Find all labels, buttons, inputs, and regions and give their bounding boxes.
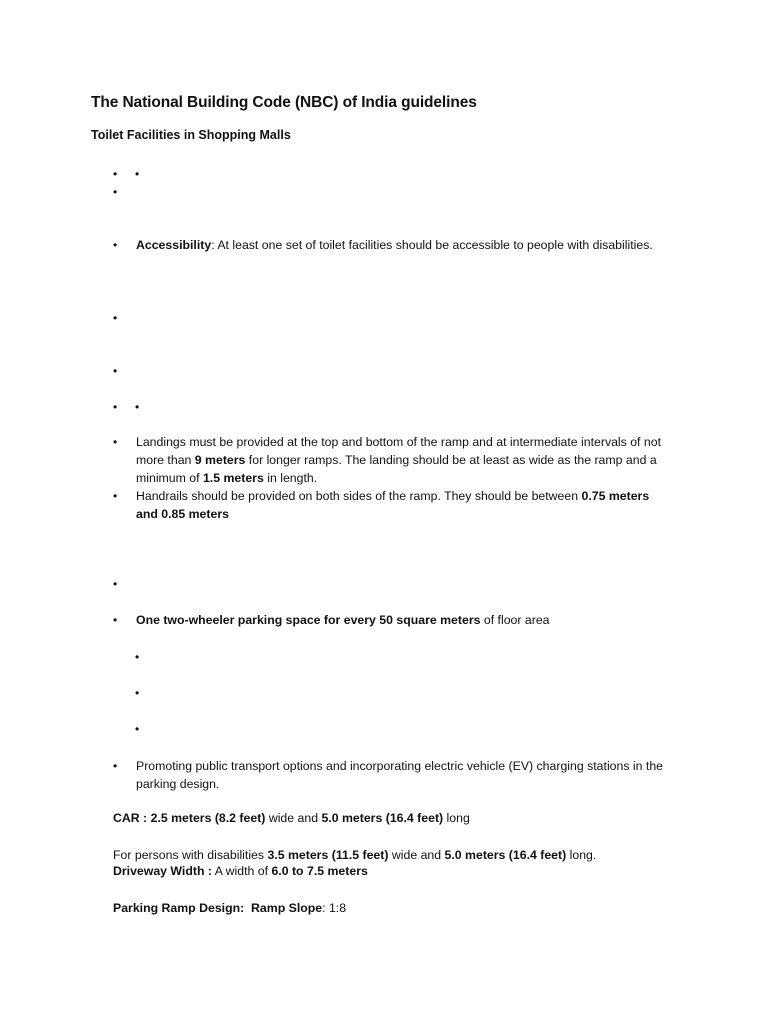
bullet-marker: • bbox=[135, 167, 140, 181]
disabilities-bold-1: 3.5 meters (11.5 feet) bbox=[267, 848, 389, 862]
bullet-marker: • bbox=[113, 311, 118, 325]
section-heading-toilets: Toilet Facilities in Shopping Malls bbox=[91, 128, 291, 142]
bullet-marker: • bbox=[113, 400, 118, 414]
landings-text-2: for longer ramps. The landing should be at least as wide as the ramp and a minimum of bbox=[136, 453, 657, 485]
disabilities-text-3: long. bbox=[566, 848, 597, 862]
list-item-transport: Promoting public transport options and incorporating electric vehicle (EV) charging stations in the parking design. bbox=[136, 759, 663, 791]
handrails-text-1: Handrails should be provided on both sides of the ramp. They should be between bbox=[136, 489, 582, 503]
disabilities-bold-2: 5.0 meters (16.4 feet) bbox=[444, 848, 567, 862]
accessibility-label: Accessibility bbox=[136, 238, 212, 252]
ramp-text-2: : 1:8 bbox=[322, 901, 347, 915]
driveway-bold-2: 6.0 to 7.5 meters bbox=[271, 864, 368, 878]
bullet-marker: • bbox=[113, 185, 118, 199]
bullet-marker: • bbox=[135, 686, 140, 700]
driveway-width bbox=[113, 862, 368, 880]
disabilities-text-1: For persons with disabilities bbox=[113, 848, 268, 862]
bullet-marker: • bbox=[113, 364, 118, 378]
disabilities-text-2: wide and bbox=[388, 848, 445, 862]
bullet-marker: • bbox=[135, 722, 140, 736]
driveway-bold-1: Driveway Width : bbox=[113, 864, 212, 878]
landings-bold-1: 9 meters bbox=[194, 453, 246, 467]
car-text-1: wide and bbox=[265, 811, 322, 825]
car-bold-2: 5.0 meters (16.4 feet) bbox=[321, 811, 444, 825]
landings-text-1: Landings must be provided at the top and bottom of the ramp and at intermediate intervals of not more than bbox=[136, 435, 661, 467]
two-wheeler-bold: One two-wheeler parking space for every 50 square meters bbox=[136, 613, 481, 627]
list-item-handrails bbox=[136, 487, 668, 523]
car-bold-1: CAR : 2.5 meters (8.2 feet) bbox=[113, 811, 266, 825]
page-title: The National Building Code (NBC) of India guidelines bbox=[91, 94, 477, 111]
bullet-marker: • bbox=[113, 613, 118, 627]
ramp-bold-2: Ramp Slope bbox=[251, 901, 323, 915]
parking-ramp-design bbox=[113, 899, 346, 917]
bullet-marker: • bbox=[135, 400, 140, 414]
landings-bold-2: 1.5 meters bbox=[202, 471, 264, 485]
list-item-landings bbox=[136, 433, 676, 487]
bullet-marker: • bbox=[113, 577, 118, 591]
bullet-marker: • bbox=[113, 435, 118, 449]
car-dimensions bbox=[113, 809, 470, 827]
bullet-marker: • bbox=[113, 759, 118, 773]
bullet-marker: • bbox=[113, 167, 118, 181]
bullet-marker: • bbox=[113, 238, 118, 252]
list-item-accessibility bbox=[136, 236, 676, 254]
bullet-marker: • bbox=[113, 489, 118, 503]
driveway-text-1: A width of bbox=[211, 864, 272, 878]
two-wheeler-text: of floor area bbox=[480, 613, 550, 627]
list-item-two-wheeler bbox=[136, 611, 676, 629]
handrails-bold-1: 0.75 meters and 0.85 meters bbox=[136, 489, 650, 521]
bullet-marker: • bbox=[135, 650, 140, 664]
car-text-2: long bbox=[443, 811, 470, 825]
ramp-bold-1: Parking Ramp Design: bbox=[113, 901, 245, 915]
landings-text-3: in length. bbox=[263, 471, 318, 485]
accessibility-text: : At least one set of toilet facilities should be accessible to people with disabilities. bbox=[211, 238, 653, 252]
